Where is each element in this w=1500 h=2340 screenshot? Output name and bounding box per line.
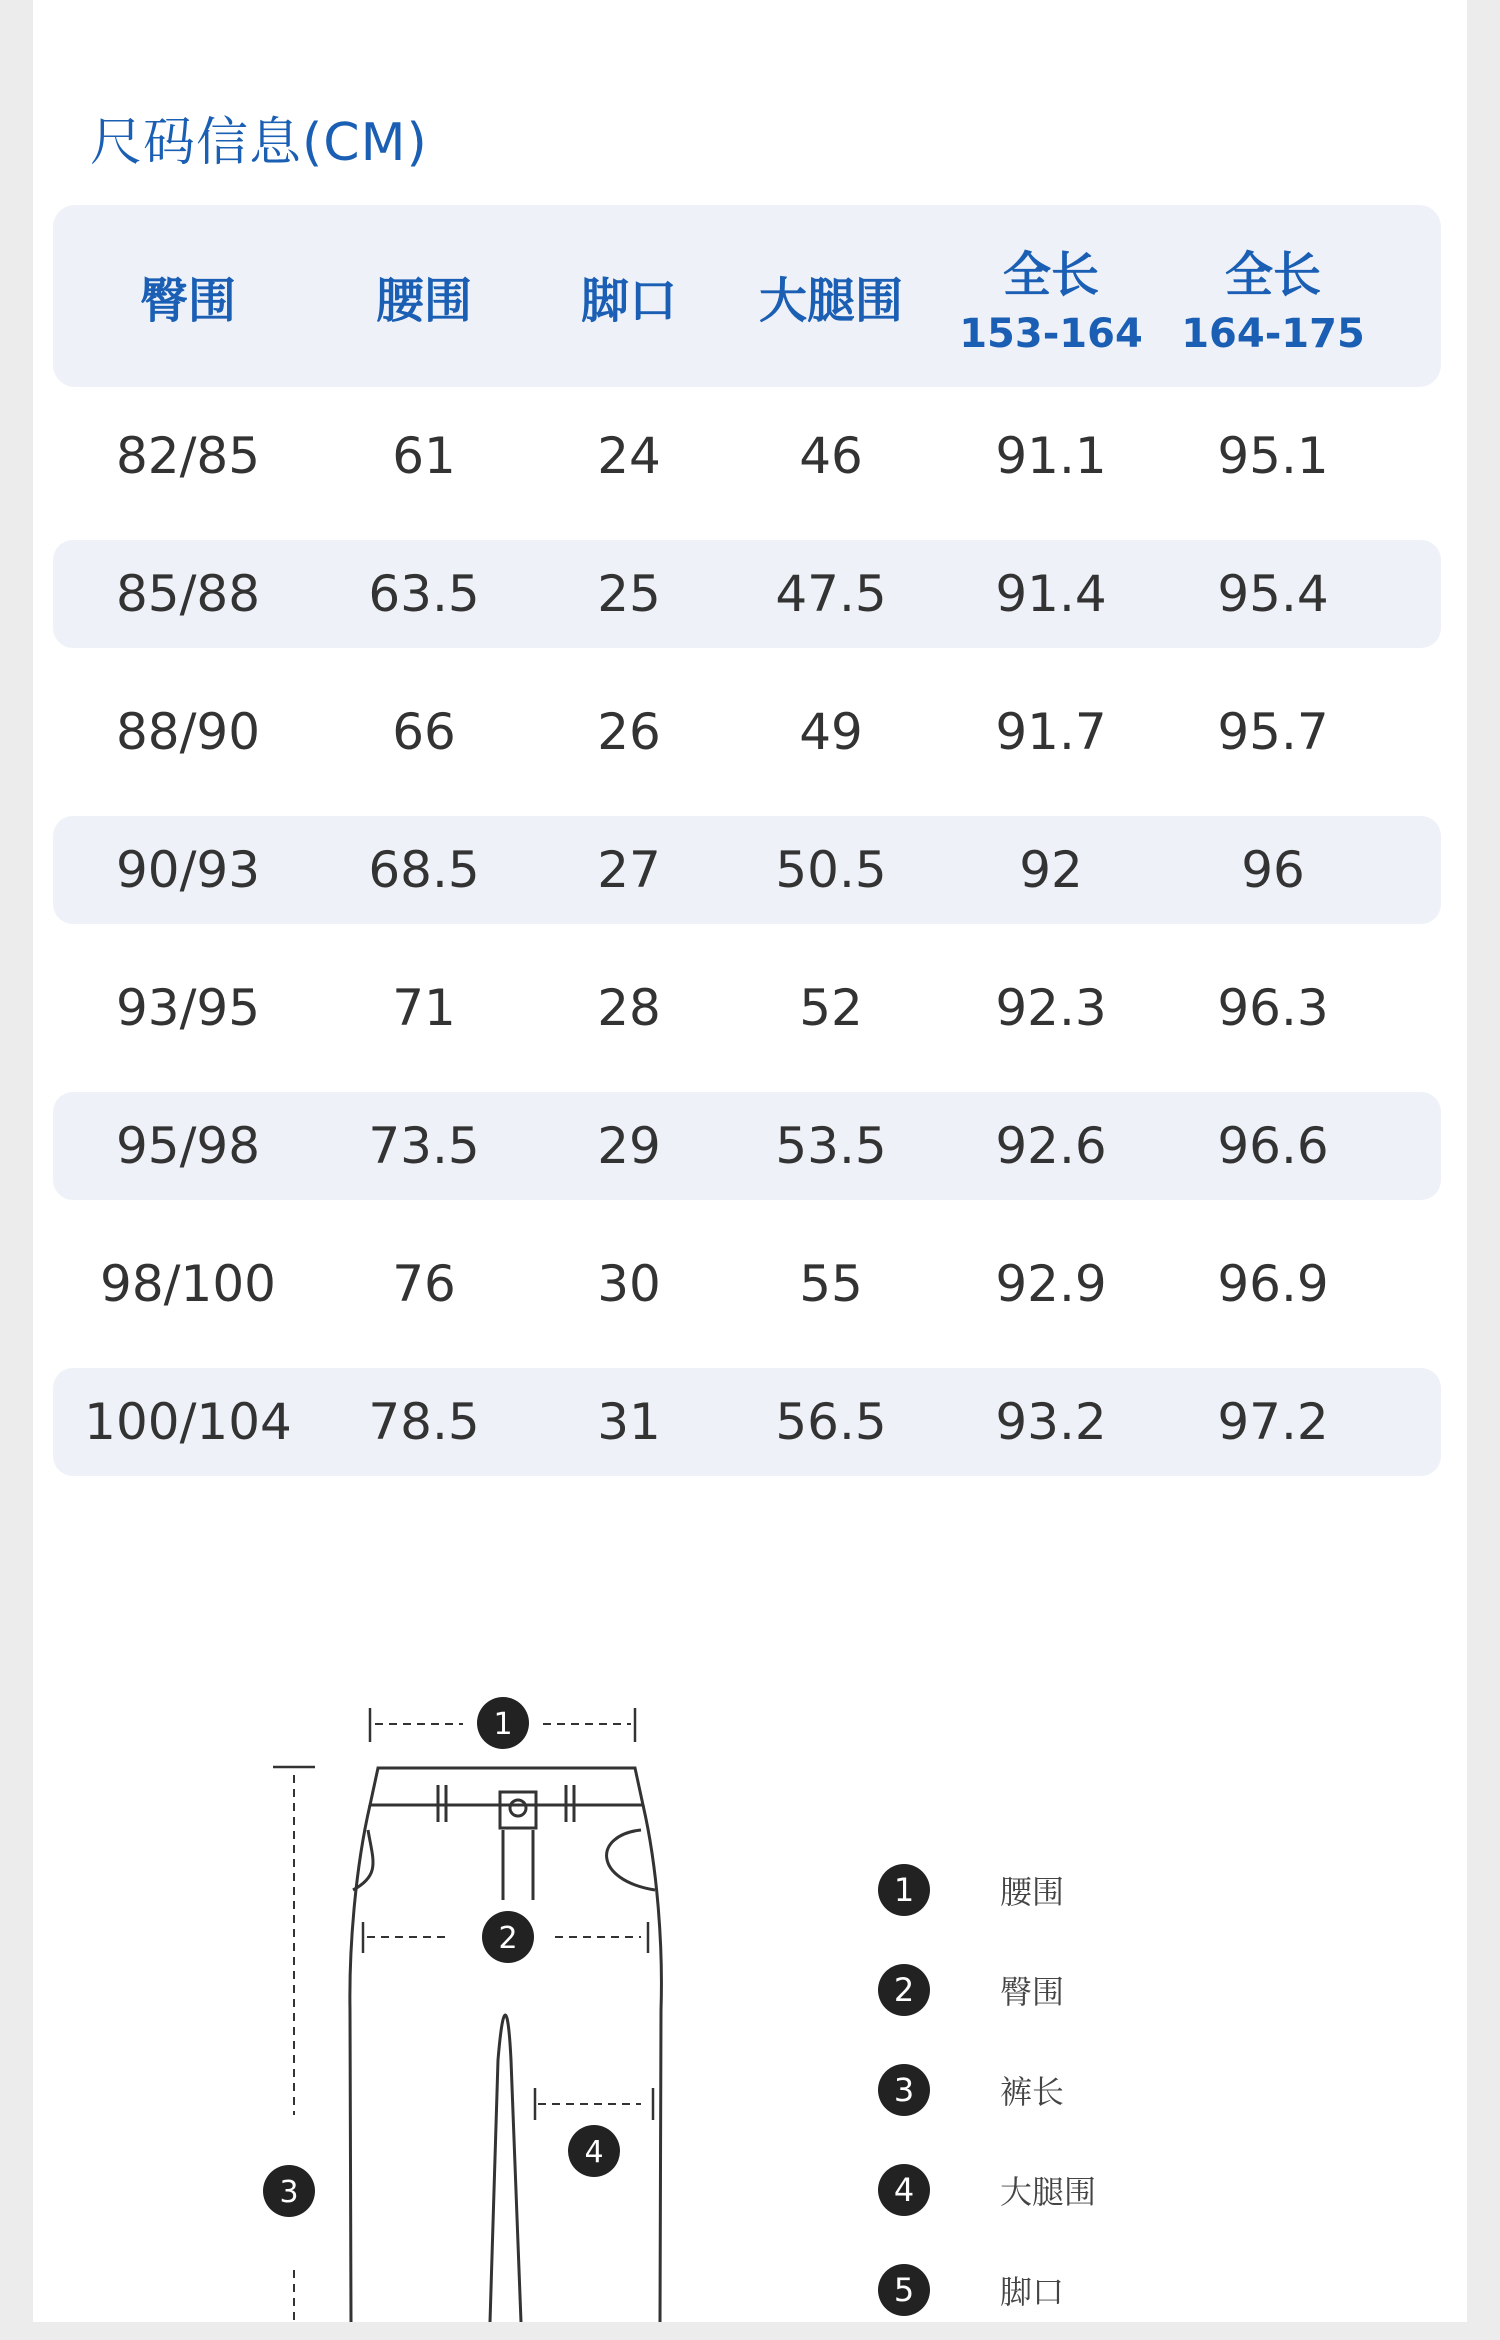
cell-hem: 30 — [597, 1255, 661, 1313]
size-table — [53, 205, 1441, 1491]
cell-length-long: 95.4 — [1217, 565, 1329, 623]
cell-hem: 27 — [597, 841, 661, 899]
cell-length-short: 92.3 — [995, 979, 1107, 1037]
measurement-legend — [878, 1840, 1096, 2340]
cell-waist: 76 — [392, 1255, 456, 1313]
table-body — [53, 387, 1441, 1491]
cell-waist: 66 — [392, 703, 456, 761]
cell-thigh: 55 — [799, 1255, 863, 1313]
header-label: 大腿围 — [758, 272, 903, 329]
cell-length-short: 91.7 — [995, 703, 1107, 761]
legend-item — [878, 2140, 1096, 2240]
header-length-long — [1173, 236, 1373, 357]
legend-label: 脚口 — [1000, 2273, 1065, 2311]
cell-waist: 78.5 — [368, 1393, 480, 1451]
legend-label: 腰围 — [1000, 1873, 1065, 1911]
cell-hip: 95/98 — [115, 1117, 261, 1175]
marker-3-icon — [263, 2165, 315, 2217]
header-sublabel: 153-164 — [959, 310, 1143, 357]
cell-waist: 71 — [392, 979, 456, 1037]
cell-length-long: 96.9 — [1217, 1255, 1329, 1313]
header-label: 脚口 — [580, 272, 677, 329]
header-label: 臀围 — [139, 272, 236, 329]
cell-length-short: 93.2 — [995, 1393, 1107, 1451]
svg-text:4: 4 — [584, 2135, 604, 2170]
header-hip — [53, 262, 323, 331]
page-title: 尺码信息(CM) — [90, 113, 428, 173]
cell-hip: 85/88 — [115, 565, 261, 623]
cell-thigh: 47.5 — [775, 565, 887, 623]
cell-length-long: 95.7 — [1217, 703, 1329, 761]
header-label: 全长 — [1002, 246, 1099, 303]
svg-text:3: 3 — [279, 2175, 299, 2210]
cell-length-long: 96.6 — [1217, 1117, 1329, 1175]
cell-thigh: 50.5 — [775, 841, 887, 899]
legend-item — [878, 1940, 1096, 2040]
cell-length-short: 92.9 — [995, 1255, 1107, 1313]
cell-length-short: 91.1 — [995, 427, 1107, 485]
marker-2-icon — [482, 1911, 534, 1963]
table-row — [53, 939, 1441, 1077]
legend-label: 裤长 — [1000, 2073, 1065, 2111]
cell-length-long: 97.2 — [1217, 1393, 1329, 1451]
waistband-outline — [370, 1768, 643, 1805]
cell-length-short: 91.4 — [995, 565, 1107, 623]
marker-4-icon — [568, 2125, 620, 2177]
svg-text:2: 2 — [498, 1921, 518, 1956]
table-row — [53, 663, 1441, 801]
legend-label: 大腿围 — [1000, 2173, 1097, 2211]
cell-waist: 73.5 — [368, 1117, 480, 1175]
legend-item — [878, 2240, 1096, 2340]
cell-length-long: 95.1 — [1217, 427, 1329, 485]
cell-hip: 82/85 — [115, 427, 261, 485]
legend-number-icon: 4 — [878, 2164, 930, 2216]
legend-number-icon: 3 — [878, 2064, 930, 2116]
cell-length-short: 92.6 — [995, 1117, 1107, 1175]
size-chart-page — [33, 0, 1467, 2322]
cell-hip: 100/104 — [84, 1393, 292, 1451]
marker-1-icon — [477, 1697, 529, 1749]
cell-thigh: 49 — [799, 703, 863, 761]
table-row — [53, 801, 1441, 939]
cell-thigh: 53.5 — [775, 1117, 887, 1175]
header-waist — [323, 262, 525, 331]
cell-thigh: 56.5 — [775, 1393, 887, 1451]
cell-waist: 61 — [392, 427, 456, 485]
cell-hem: 31 — [597, 1393, 661, 1451]
cell-hip: 90/93 — [115, 841, 261, 899]
table-row — [53, 387, 1441, 525]
pants-diagram — [33, 1630, 1467, 2322]
header-label: 全长 — [1224, 246, 1321, 303]
cell-waist: 68.5 — [368, 841, 480, 899]
cell-thigh: 52 — [799, 979, 863, 1037]
legend-label: 臀围 — [1000, 1973, 1065, 2011]
cell-hem: 24 — [597, 427, 661, 485]
cell-waist: 63.5 — [368, 565, 480, 623]
table-row — [53, 1215, 1441, 1353]
cell-hem: 29 — [597, 1117, 661, 1175]
cell-length-long: 96.3 — [1217, 979, 1329, 1037]
table-row — [53, 1077, 1441, 1215]
header-hem — [525, 262, 733, 331]
table-header — [53, 205, 1441, 387]
header-length-short — [929, 236, 1173, 357]
cell-hem: 25 — [597, 565, 661, 623]
cell-length-long: 96 — [1241, 841, 1305, 899]
legend-number-icon: 5 — [878, 2264, 930, 2316]
cell-length-short: 92 — [1019, 841, 1083, 899]
cell-hem: 28 — [597, 979, 661, 1037]
cell-hip: 88/90 — [115, 703, 261, 761]
legend-number-icon: 1 — [878, 1864, 930, 1916]
legend-item — [878, 1840, 1096, 1940]
cell-hem: 26 — [597, 703, 661, 761]
header-sublabel: 164-175 — [1181, 310, 1365, 357]
cell-hip: 98/100 — [100, 1255, 276, 1313]
cell-hip: 93/95 — [115, 979, 261, 1037]
legend-number-icon: 2 — [878, 1964, 930, 2016]
cell-thigh: 46 — [799, 427, 863, 485]
header-thigh — [733, 262, 929, 331]
header-label: 腰围 — [375, 272, 472, 329]
table-row — [53, 1353, 1441, 1491]
legend-item — [878, 2040, 1096, 2140]
svg-text:1: 1 — [493, 1707, 513, 1742]
table-row — [53, 525, 1441, 663]
